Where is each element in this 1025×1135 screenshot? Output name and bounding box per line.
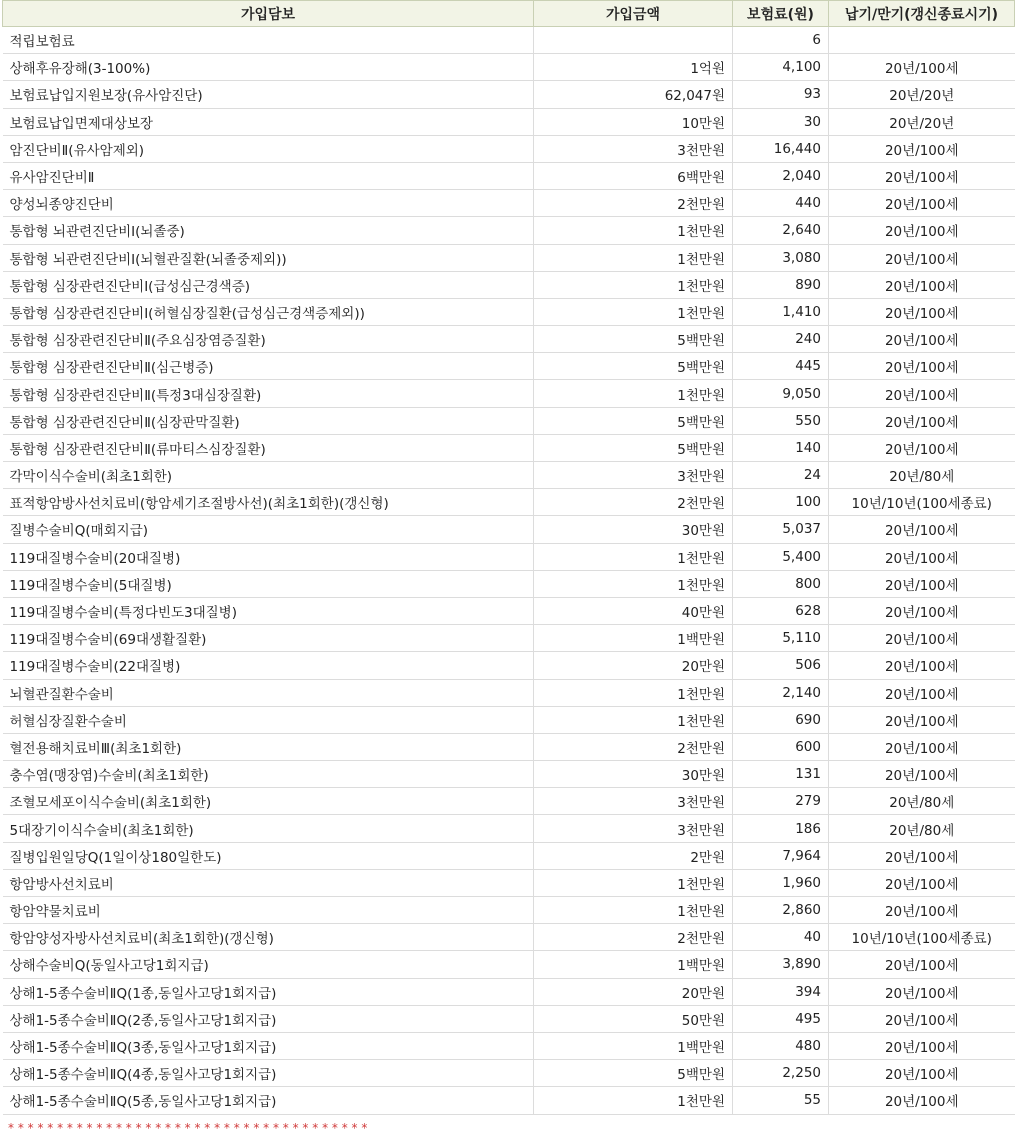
cell-premium: 1,410	[733, 298, 829, 325]
cell-amount: 1천만원	[534, 897, 733, 924]
cell-premium: 628	[733, 597, 829, 624]
cell-amount: 3천만원	[534, 462, 733, 489]
cell-term: 20년/100세	[829, 271, 1015, 298]
cell-term: 20년/100세	[829, 516, 1015, 543]
cell-amount: 2천만원	[534, 733, 733, 760]
cell-amount	[534, 27, 733, 54]
cell-term: 20년/80세	[829, 788, 1015, 815]
cell-coverage: 통합형 심장관련진단비Ⅱ(류마티스심장질환)	[3, 434, 534, 461]
cell-premium: 55	[733, 1087, 829, 1114]
cell-term: 20년/100세	[829, 679, 1015, 706]
table-row	[3, 1087, 1015, 1114]
cell-amount: 1천만원	[534, 271, 733, 298]
table-row	[3, 706, 1015, 733]
cell-term: 20년/100세	[829, 978, 1015, 1005]
cell-amount: 20만원	[534, 652, 733, 679]
cell-coverage: 통합형 뇌관련진단비Ⅰ(뇌졸중)	[3, 217, 534, 244]
cell-coverage: 보험료납입지원보장(유사암진단)	[3, 81, 534, 108]
table-row	[3, 1060, 1015, 1087]
cell-amount: 3천만원	[534, 788, 733, 815]
cell-premium: 9,050	[733, 380, 829, 407]
cell-term: 20년/100세	[829, 162, 1015, 189]
header-term: 납기/만기(갱신종료시기)	[829, 1, 1015, 27]
cell-term: 20년/100세	[829, 217, 1015, 244]
table-row	[3, 217, 1015, 244]
cell-amount: 10만원	[534, 108, 733, 135]
cell-premium: 445	[733, 353, 829, 380]
cell-term: 20년/80세	[829, 462, 1015, 489]
cell-coverage: 통합형 심장관련진단비Ⅱ(심장판막질환)	[3, 407, 534, 434]
cell-amount: 5백만원	[534, 434, 733, 461]
cell-premium: 279	[733, 788, 829, 815]
cell-amount: 3천만원	[534, 815, 733, 842]
table-row	[3, 897, 1015, 924]
cell-amount: 1천만원	[534, 298, 733, 325]
cell-term: 20년/20년	[829, 81, 1015, 108]
cell-coverage: 119대질병수술비(특정다빈도3대질병)	[3, 597, 534, 624]
cell-coverage: 적립보험료	[3, 27, 534, 54]
cell-coverage: 뇌혈관질환수술비	[3, 679, 534, 706]
cell-coverage: 조혈모세포이식수술비(최초1회한)	[3, 788, 534, 815]
table-row	[3, 108, 1015, 135]
table-row	[3, 924, 1015, 951]
cell-coverage: 119대질병수술비(69대생활질환)	[3, 625, 534, 652]
cell-amount: 30만원	[534, 761, 733, 788]
cell-coverage: 표적항암방사선치료비(항암세기조절방사선)(최초1회한)(갱신형)	[3, 489, 534, 516]
cell-term: 20년/100세	[829, 706, 1015, 733]
table-row	[3, 869, 1015, 896]
cell-amount: 3천만원	[534, 135, 733, 162]
table-row	[3, 543, 1015, 570]
cell-premium: 5,400	[733, 543, 829, 570]
cell-amount: 1천만원	[534, 679, 733, 706]
table-row	[3, 190, 1015, 217]
cell-coverage: 각막이식수술비(최초1회한)	[3, 462, 534, 489]
table-row	[3, 815, 1015, 842]
cell-amount: 1백만원	[534, 1032, 733, 1059]
cell-premium: 240	[733, 326, 829, 353]
table-row	[3, 353, 1015, 380]
cell-term: 20년/100세	[829, 1087, 1015, 1114]
table-row	[3, 434, 1015, 461]
cell-term: 20년/100세	[829, 434, 1015, 461]
table-row	[3, 951, 1015, 978]
cell-amount: 2천만원	[534, 489, 733, 516]
cell-amount: 1천만원	[534, 570, 733, 597]
cell-coverage: 통합형 뇌관련진단비Ⅰ(뇌혈관질환(뇌졸중제외))	[3, 244, 534, 271]
cell-term: 20년/100세	[829, 1060, 1015, 1087]
cell-premium: 800	[733, 570, 829, 597]
cell-premium: 2,640	[733, 217, 829, 244]
table-row	[3, 597, 1015, 624]
cell-amount: 1천만원	[534, 543, 733, 570]
cell-amount: 5백만원	[534, 1060, 733, 1087]
cell-coverage: 유사암진단비Ⅱ	[3, 162, 534, 189]
cell-premium: 3,890	[733, 951, 829, 978]
cell-coverage: 상해1-5종수술비ⅡQ(5종,동일사고당1회지급)	[3, 1087, 534, 1114]
table-row	[3, 1032, 1015, 1059]
cell-premium: 93	[733, 81, 829, 108]
table-row	[3, 380, 1015, 407]
table-row	[3, 516, 1015, 543]
cell-amount: 62,047원	[534, 81, 733, 108]
cell-coverage: 통합형 심장관련진단비Ⅰ(허혈심장질환(급성심근경색증제외))	[3, 298, 534, 325]
cell-term: 20년/100세	[829, 380, 1015, 407]
table-row	[3, 978, 1015, 1005]
table-row	[3, 462, 1015, 489]
cell-premium: 7,964	[733, 842, 829, 869]
cell-term: 20년/100세	[829, 407, 1015, 434]
cell-premium: 30	[733, 108, 829, 135]
cell-coverage: 항암약물치료비	[3, 897, 534, 924]
cell-premium: 100	[733, 489, 829, 516]
cell-term: 20년/100세	[829, 190, 1015, 217]
cell-term: 20년/100세	[829, 597, 1015, 624]
cell-term: 20년/100세	[829, 244, 1015, 271]
header-amount: 가입금액	[534, 1, 733, 27]
cell-coverage: 항암양성자방사선치료비(최초1회한)(갱신형)	[3, 924, 534, 951]
cell-premium: 495	[733, 1005, 829, 1032]
cell-premium: 131	[733, 761, 829, 788]
cell-coverage: 허혈심장질환수술비	[3, 706, 534, 733]
cell-amount: 2만원	[534, 842, 733, 869]
cell-amount: 1백만원	[534, 951, 733, 978]
cell-coverage: 상해1-5종수술비ⅡQ(2종,동일사고당1회지급)	[3, 1005, 534, 1032]
cell-premium: 2,040	[733, 162, 829, 189]
table-row	[3, 326, 1015, 353]
cell-coverage: 통합형 심장관련진단비Ⅱ(주요심장염증질환)	[3, 326, 534, 353]
cell-term: 20년/20년	[829, 108, 1015, 135]
cell-premium: 506	[733, 652, 829, 679]
cell-term: 10년/10년(100세종료)	[829, 924, 1015, 951]
cell-premium: 3,080	[733, 244, 829, 271]
cell-amount: 1억원	[534, 54, 733, 81]
table-row	[3, 842, 1015, 869]
cell-premium: 440	[733, 190, 829, 217]
cell-premium: 690	[733, 706, 829, 733]
table-row	[3, 733, 1015, 760]
cell-coverage: 상해1-5종수술비ⅡQ(3종,동일사고당1회지급)	[3, 1032, 534, 1059]
cell-term: 20년/100세	[829, 135, 1015, 162]
cell-premium: 2,140	[733, 679, 829, 706]
cell-premium: 6	[733, 27, 829, 54]
cell-coverage: 상해후유장해(3-100%)	[3, 54, 534, 81]
cell-premium: 600	[733, 733, 829, 760]
cell-premium: 480	[733, 1032, 829, 1059]
cell-amount: 1천만원	[534, 1087, 733, 1114]
cell-amount: 5백만원	[534, 326, 733, 353]
cell-term: 20년/100세	[829, 543, 1015, 570]
table-row	[3, 407, 1015, 434]
cell-premium: 40	[733, 924, 829, 951]
header-premium: 보험료(원)	[733, 1, 829, 27]
cell-amount: 6백만원	[534, 162, 733, 189]
header-coverage: 가입담보	[3, 1, 534, 27]
cell-coverage: 항암방사선치료비	[3, 869, 534, 896]
cell-coverage: 5대장기이식수술비(최초1회한)	[3, 815, 534, 842]
table-row	[3, 652, 1015, 679]
cell-term: 20년/100세	[829, 298, 1015, 325]
cell-amount: 5백만원	[534, 353, 733, 380]
cell-amount: 40만원	[534, 597, 733, 624]
cell-coverage: 양성뇌종양진단비	[3, 190, 534, 217]
cell-premium: 394	[733, 978, 829, 1005]
table-body	[3, 27, 1015, 1115]
coverage-table	[2, 0, 1015, 1115]
cell-coverage: 119대질병수술비(22대질병)	[3, 652, 534, 679]
cell-amount: 5백만원	[534, 407, 733, 434]
cell-term: 20년/100세	[829, 869, 1015, 896]
cell-coverage: 통합형 심장관련진단비Ⅰ(급성심근경색증)	[3, 271, 534, 298]
cell-coverage: 혈전용해치료비Ⅲ(최초1회한)	[3, 733, 534, 760]
table-row	[3, 271, 1015, 298]
table-row	[3, 570, 1015, 597]
cell-coverage: 통합형 심장관련진단비Ⅱ(특정3대심장질환)	[3, 380, 534, 407]
cell-amount: 1천만원	[534, 869, 733, 896]
cell-premium: 5,037	[733, 516, 829, 543]
cell-premium: 890	[733, 271, 829, 298]
cell-coverage: 119대질병수술비(5대질병)	[3, 570, 534, 597]
cell-premium: 550	[733, 407, 829, 434]
cell-term: 10년/10년(100세종료)	[829, 489, 1015, 516]
cell-coverage: 질병수술비Q(매회지급)	[3, 516, 534, 543]
cell-coverage: 질병입원일당Q(1일이상180일한도)	[3, 842, 534, 869]
cell-coverage: 보험료납입면제대상보장	[3, 108, 534, 135]
table-row	[3, 54, 1015, 81]
cell-term: 20년/100세	[829, 326, 1015, 353]
cell-term: 20년/100세	[829, 733, 1015, 760]
cell-premium: 140	[733, 434, 829, 461]
cell-term: 20년/100세	[829, 842, 1015, 869]
cell-premium: 24	[733, 462, 829, 489]
cell-term	[829, 27, 1015, 54]
cell-amount: 2천만원	[534, 924, 733, 951]
cell-term: 20년/100세	[829, 1005, 1015, 1032]
cell-coverage: 암진단비Ⅱ(유사암제외)	[3, 135, 534, 162]
cell-coverage: 통합형 심장관련진단비Ⅱ(심근병증)	[3, 353, 534, 380]
table-row	[3, 788, 1015, 815]
cell-premium: 5,110	[733, 625, 829, 652]
table-row	[3, 81, 1015, 108]
cell-amount: 1천만원	[534, 706, 733, 733]
table-row	[3, 761, 1015, 788]
cell-premium: 2,860	[733, 897, 829, 924]
cell-term: 20년/100세	[829, 625, 1015, 652]
cell-premium: 16,440	[733, 135, 829, 162]
cell-coverage: 상해1-5종수술비ⅡQ(1종,동일사고당1회지급)	[3, 978, 534, 1005]
cell-term: 20년/80세	[829, 815, 1015, 842]
cell-premium: 186	[733, 815, 829, 842]
cell-premium: 4,100	[733, 54, 829, 81]
table-row	[3, 27, 1015, 54]
table-row	[3, 162, 1015, 189]
cell-amount: 1천만원	[534, 244, 733, 271]
cell-coverage: 충수염(맹장염)수술비(최초1회한)	[3, 761, 534, 788]
cell-term: 20년/100세	[829, 570, 1015, 597]
table-row	[3, 1005, 1015, 1032]
cell-term: 20년/100세	[829, 897, 1015, 924]
cell-premium: 2,250	[733, 1060, 829, 1087]
cell-amount: 1백만원	[534, 625, 733, 652]
cell-amount: 2천만원	[534, 190, 733, 217]
cell-term: 20년/100세	[829, 1032, 1015, 1059]
cell-term: 20년/100세	[829, 652, 1015, 679]
cell-amount: 1천만원	[534, 380, 733, 407]
cell-term: 20년/100세	[829, 353, 1015, 380]
table-header-row	[3, 1, 1015, 27]
table-row	[3, 489, 1015, 516]
cell-amount: 50만원	[534, 1005, 733, 1032]
cell-amount: 20만원	[534, 978, 733, 1005]
table-row	[3, 625, 1015, 652]
cell-term: 20년/100세	[829, 54, 1015, 81]
cell-amount: 1천만원	[534, 217, 733, 244]
cell-amount: 30만원	[534, 516, 733, 543]
cell-term: 20년/100세	[829, 761, 1015, 788]
cell-coverage: 119대질병수술비(20대질병)	[3, 543, 534, 570]
table-row	[3, 298, 1015, 325]
cell-premium: 1,960	[733, 869, 829, 896]
footnote: * * * * * * * * * * * * * * * * * * * * * * * * * * * * * * * * * * * * *	[8, 1121, 368, 1135]
cell-coverage: 상해1-5종수술비ⅡQ(4종,동일사고당1회지급)	[3, 1060, 534, 1087]
cell-coverage: 상해수술비Q(동일사고당1회지급)	[3, 951, 534, 978]
cell-term: 20년/100세	[829, 951, 1015, 978]
table-row	[3, 244, 1015, 271]
table-row	[3, 679, 1015, 706]
table-row	[3, 135, 1015, 162]
